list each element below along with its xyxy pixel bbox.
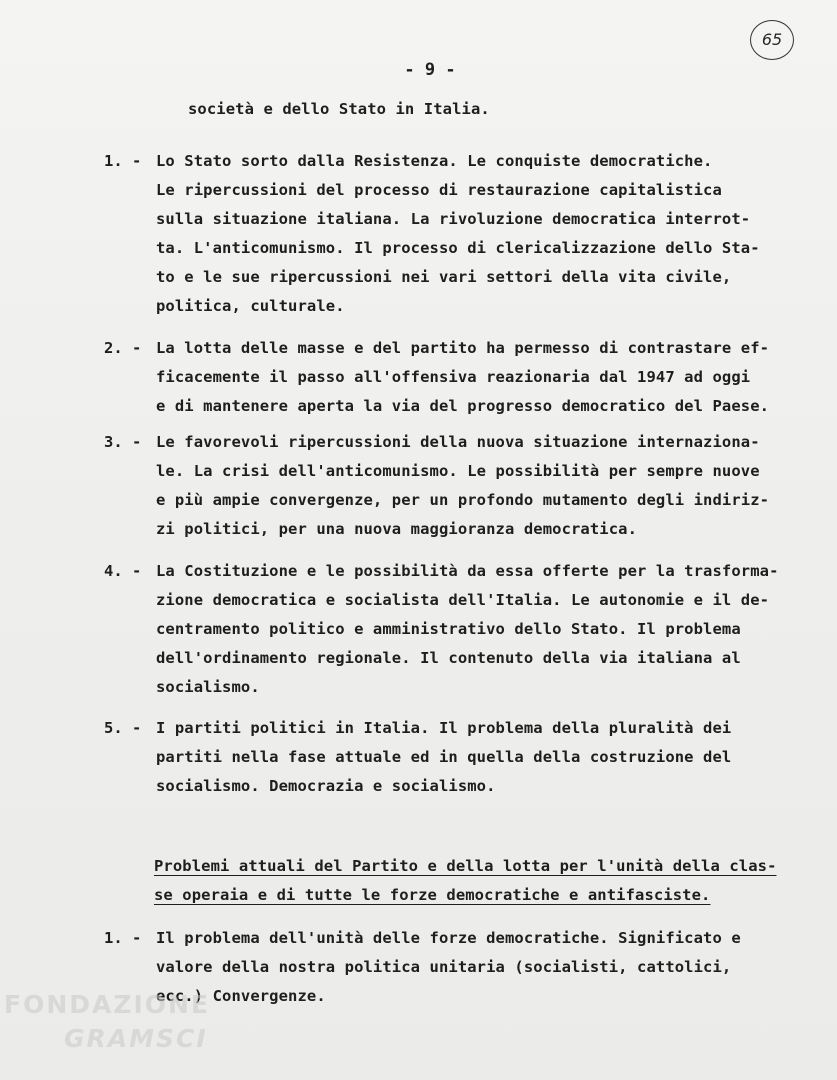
item-line: La Costituzione e le possibilità da essa offerte per la trasforma-: [156, 562, 779, 580]
item-line: valore della nostra politica unitaria (socialisti, cattolici,: [156, 958, 732, 976]
item-line: politica, culturale.: [156, 297, 345, 315]
item-line: Lo Stato sorto dalla Resistenza. Le conquiste democratiche.: [156, 152, 713, 170]
heading-line: se operaia e di tutte le forze democratiche e antifasciste.: [154, 886, 711, 904]
page-number: - 9 -: [404, 60, 456, 80]
item-line: to e le sue ripercussioni nei vari settori della vita civile,: [156, 268, 732, 286]
item-line: e di mantenere aperta la via del progresso democratico del Paese.: [156, 397, 770, 415]
archive-page-stamp: 65: [750, 20, 794, 60]
item-line: ta. L'anticomunismo. Il processo di clericalizzazione dello Sta-: [156, 239, 760, 257]
item-line: centramento politico e amministrativo dello Stato. Il problema: [156, 620, 741, 638]
item-line: Il problema dell'unità delle forze democratiche. Significato e: [156, 929, 741, 947]
intro-line: società e dello Stato in Italia.: [188, 100, 490, 118]
item-line: zione democratica e socialista dell'Italia. Le autonomie e il de-: [156, 591, 770, 609]
item-line: La lotta delle masse e del partito ha permesso di contrastare ef-: [156, 339, 770, 357]
item-line: dell'ordinamento regionale. Il contenuto della via italiana al: [156, 649, 741, 667]
watermark-line-1: FONDAZIONE: [4, 990, 211, 1019]
section-heading: [154, 852, 777, 910]
heading-line: Problemi attuali del Partito e della lotta per l'unità della clas-: [154, 857, 777, 875]
item-number: 4. -: [104, 562, 142, 580]
item-number: 1. -: [104, 929, 142, 947]
item-line: socialismo.: [156, 678, 260, 696]
item-number: 2. -: [104, 339, 142, 357]
item-line: partiti nella fase attuale ed in quella della costruzione del: [156, 748, 732, 766]
item-line: Le favorevoli ripercussioni della nuova situazione internaziona-: [156, 433, 760, 451]
item-line: ecc.) Convergenze.: [156, 987, 326, 1005]
item-line: sulla situazione italiana. La rivoluzione democratica interrot-: [156, 210, 751, 228]
watermark-line-2: GRAMSCI: [64, 1024, 208, 1053]
item-line: I partiti politici in Italia. Il problema della pluralità dei: [156, 719, 732, 737]
item-number: 3. -: [104, 433, 142, 451]
item-line: socialismo. Democrazia e socialismo.: [156, 777, 496, 795]
item-line: Le ripercussioni del processo di restaurazione capitalistica: [156, 181, 722, 199]
item-line: le. La crisi dell'anticomunismo. Le possibilità per sempre nuove: [156, 462, 760, 480]
foundation-watermark: [4, 988, 210, 1056]
item-line: e più ampie convergenze, per un profondo mutamento degli indiriz-: [156, 491, 770, 509]
item-line: zi politici, per una nuova maggioranza democratica.: [156, 520, 638, 538]
item-number: 1. -: [104, 152, 142, 170]
item-line: ficacemente il passo all'offensiva reazionaria dal 1947 ad oggi: [156, 368, 751, 386]
item-number: 5. -: [104, 719, 142, 737]
